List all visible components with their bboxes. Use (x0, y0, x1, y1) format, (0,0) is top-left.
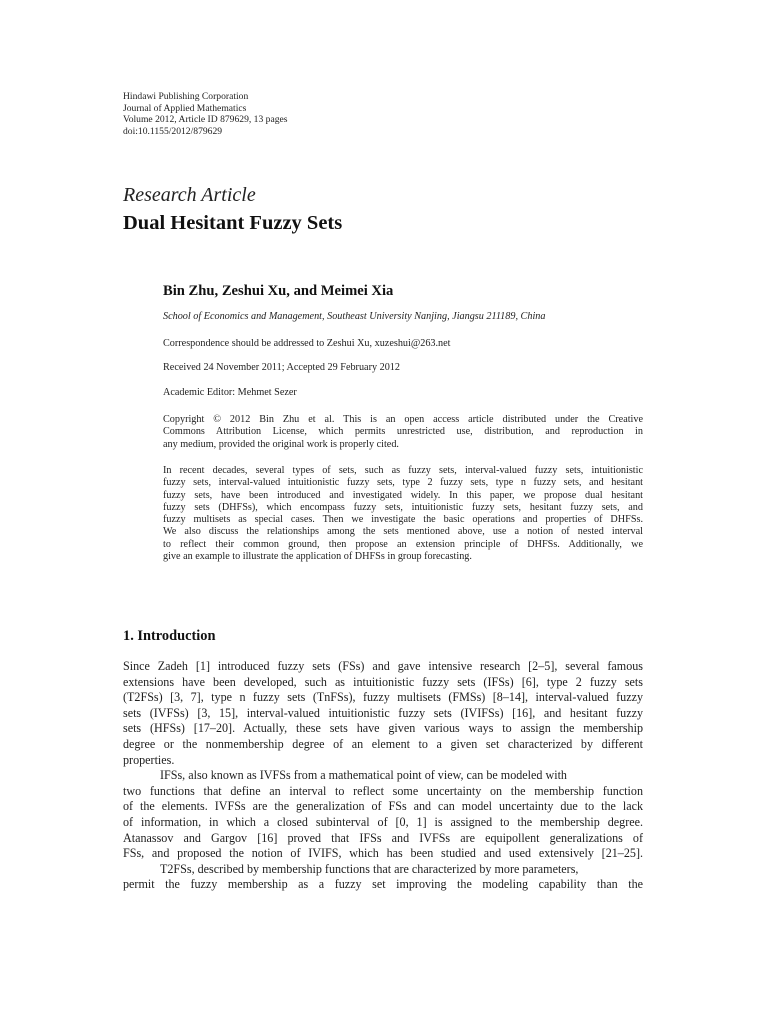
abstract (163, 465, 643, 563)
copyright-notice (163, 414, 643, 451)
doi: doi:10.1155/2012/879629 (123, 125, 223, 137)
correspondence: Correspondence should be addressed to Zeshui Xu, xuzeshui@263.net (163, 338, 451, 349)
intro-line: of information, in which a closed subinterval of [0, 1] is assigned to the membership degree. (123, 814, 643, 829)
abstract-line: to reflect their common ground, then propose an extension principle of DHFSs. Additionally, we (163, 538, 643, 550)
paper-title: Dual Hesitant Fuzzy Sets (123, 212, 343, 234)
section-heading: 1. Introduction (123, 628, 216, 644)
abstract-line: fuzzy multisets as special cases. Then we investigate the basic operations and properties of DHFSs. (163, 514, 643, 526)
intro-line: FSs, and proposed the notion of IVIFS, which has been studied and used extensively [21–25]. (123, 846, 643, 861)
received-dates: Received 24 November 2011; Accepted 29 February 2012 (163, 362, 400, 373)
journal-name: Journal of Applied Mathematics (123, 102, 247, 114)
intro-line: sets (IVFSs) [3, 15], interval-valued intuitionistic fuzzy sets (IVIFSs) [16], and hesitant fuzzy (123, 705, 643, 720)
abstract-line: fuzzy sets, have been introduced and investigated widely. In this paper, we propose dual hesitant (163, 489, 643, 501)
academic-editor: Academic Editor: Mehmet Sezer (163, 387, 297, 398)
volume-info: Volume 2012, Article ID 879629, 13 pages (123, 114, 288, 126)
introduction-text (123, 659, 643, 893)
intro-line: Atanassov and Gargov [16] proved that IFSs and IVFSs are equipollent generalizations of (123, 830, 643, 845)
intro-line: IFSs, also known as IVFSs from a mathematical point of view, can be modeled with (160, 768, 567, 783)
intro-line: extensions have been developed, such as intuitionistic fuzzy sets (IFSs) [6], type 2 fuzzy sets (123, 674, 643, 689)
intro-line: (T2FSs) [3, 7], type n fuzzy sets (TnFSs), fuzzy multisets (FMSs) [8–14], interval-valued fuzzy (123, 690, 643, 705)
affiliation: School of Economics and Management, Southeast University Nanjing, Jiangsu 211189, China (163, 311, 546, 322)
intro-line: sets (HFSs) [17–20]. Actually, these sets have given various ways to assign the membership (123, 721, 643, 736)
publisher-name: Hindawi Publishing Corporation (123, 91, 249, 102)
abstract-line: fuzzy sets, interval-valued intuitionistic fuzzy sets, type 2 fuzzy sets, type n fuzzy sets, and hesitant (163, 477, 643, 489)
abstract-line: give an example to illustrate the application of DHFSs in group forecasting. (163, 551, 472, 563)
intro-line: of the elements. IVFSs are the generalization of FSs and can model uncertainty due to the lack (123, 799, 643, 814)
journal-header (123, 91, 288, 137)
copyright-line: any medium, provided the original work is properly cited. (163, 438, 399, 450)
intro-line: two functions that define an interval to reflect some uncertainty on the membership function (123, 783, 643, 798)
copyright-line: Copyright © 2012 Bin Zhu et al. This is an open access article distributed under the Creative (163, 414, 643, 425)
author-list: Bin Zhu, Zeshui Xu, and Meimei Xia (163, 283, 394, 299)
intro-line: T2FSs, described by membership functions that are characterized by more parameters, (160, 861, 579, 876)
copyright-line: Commons Attribution License, which permits unrestricted use, distribution, and reproduction in (163, 426, 643, 438)
intro-line: degree or the nonmembership degree of an element to a given set characterized by different (123, 736, 643, 751)
intro-line: permit the fuzzy membership as a fuzzy set improving the modeling capability than the (123, 877, 643, 892)
abstract-line: fuzzy sets (DHFSs), which encompass fuzzy sets, intuitionistic fuzzy sets, hesitant fuzzy sets, and (163, 501, 643, 513)
abstract-line: We also discuss the relationships among the sets mentioned above, use a notion of nested interval (163, 526, 643, 538)
abstract-line: In recent decades, several types of sets, such as fuzzy sets, interval-valued fuzzy sets, intuitionistic (163, 465, 643, 476)
intro-line: properties. (123, 752, 175, 767)
article-type: Research Article (123, 184, 256, 206)
intro-line: Since Zadeh [1] introduced fuzzy sets (FSs) and gave intensive research [2–5], several famous (123, 659, 643, 673)
